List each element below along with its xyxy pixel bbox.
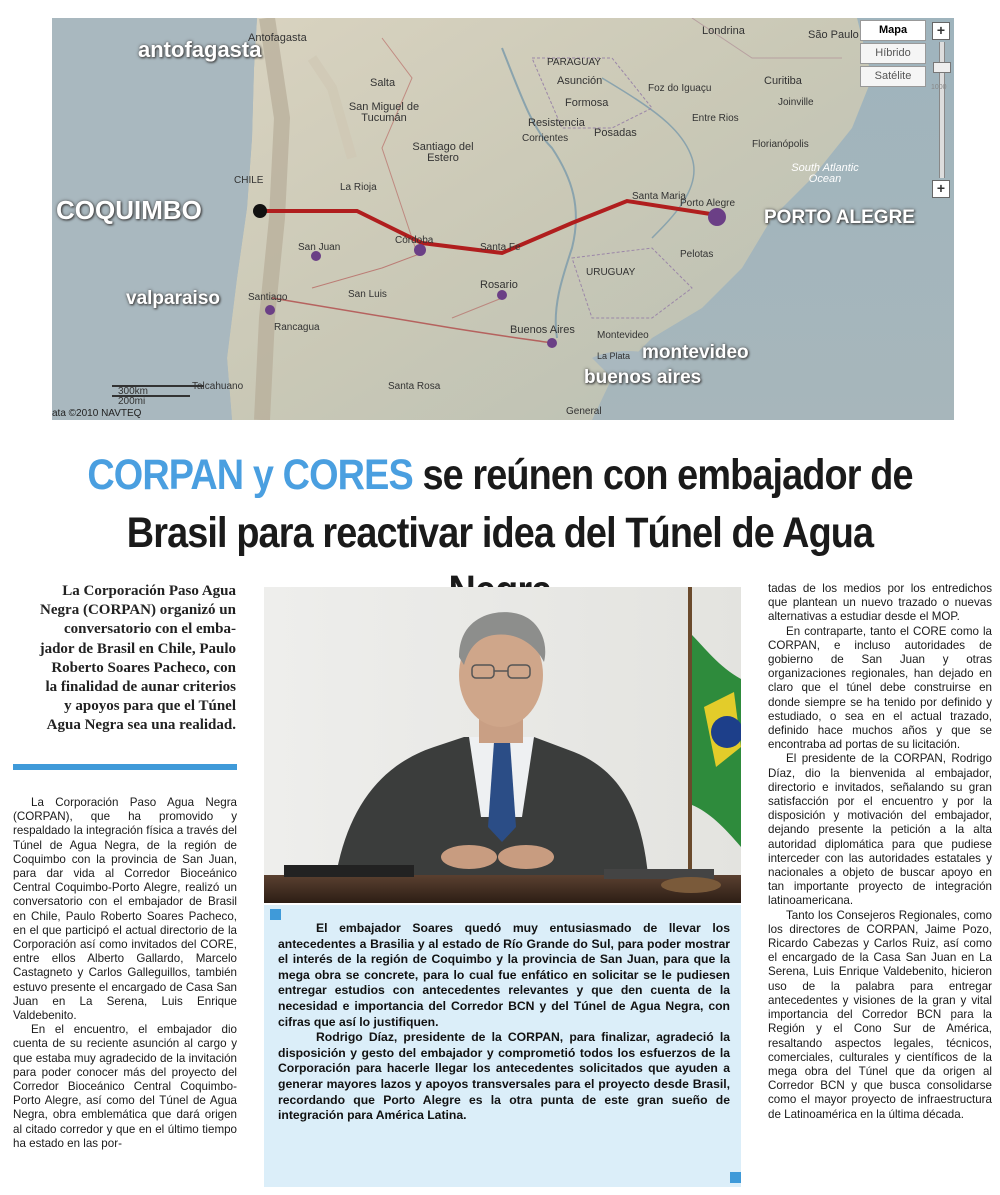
label-buenos-aires: Buenos Aires bbox=[510, 324, 575, 336]
lede-line: Agua Negra sea una realidad. bbox=[46, 717, 236, 734]
label-ocean: South Atlantic Ocean bbox=[791, 162, 859, 185]
label-porto-alegre: Porto Alegre bbox=[680, 198, 736, 209]
lede-line: La Corporación Paso Agua bbox=[62, 583, 236, 599]
caption-paragraph: El embajador Soares quedó muy entusiasmado de llevar los antecedentes a Brasilia y al estado de Río Grande do Sul, para poder mostrar el interés de la región de Coquimbo y la provincia de San Juan, para que la mega obra se concrete, para lo cual fue enfático en solicitar se le pudiesen entregar estudios con antecedentes relevantes y que den cuenta de la necesidad e importancia del Corredor BCN y del Túnel de Agua Negra, con cifras que así lo justifiquen. bbox=[278, 921, 730, 1029]
label-santiago: Santiago bbox=[248, 292, 288, 303]
label-valparaiso: valparaiso bbox=[126, 288, 220, 309]
paragraph: En el encuentro, el embajador dio cuenta de su reciente asunción al cargo y que estaba muy agradecido de la invitación para poder conocer más del proyecto del Corredor Bioceánico Central Coquimbo-Porto Alegre, así como del Túnel de Agua Negra, obra emblemática que dará origen al citado corredor y que en el último tiempo ha estado en las por- bbox=[13, 1023, 237, 1150]
label-curitiba: Curitiba bbox=[764, 75, 802, 87]
ambassador-photo bbox=[264, 587, 741, 903]
label-general: General bbox=[566, 406, 602, 417]
label-joinville: Joinville bbox=[778, 97, 814, 108]
paragraph: En contraparte, tanto el CORE como la CORPAN, e incluso autoridades de gobierno de San Juan y otras organizaciones regionales, han dejado en claro que el túnel debe construirse en donde siempre se ha tenido por definido y estudiado, o sea en el actual trazado, definido hace muchos años y que se encontraba ad portas de su licitación. bbox=[768, 624, 992, 752]
label-resistencia: Resistencia bbox=[528, 117, 585, 129]
article-column-1 bbox=[13, 796, 237, 1151]
label-posadas: Posadas bbox=[594, 127, 637, 139]
zoom-mark: 1000 bbox=[931, 84, 947, 91]
zoom-control bbox=[932, 22, 950, 200]
label-asuncion: Asunción bbox=[557, 75, 603, 87]
label-la-rioja: La Rioja bbox=[340, 182, 377, 193]
zoom-slider-thumb[interactable] bbox=[933, 62, 951, 73]
label-rancagua: Rancagua bbox=[274, 322, 320, 333]
map-copyright: ata ©2010 NAVTEQ bbox=[52, 408, 142, 419]
label-rosario: Rosario bbox=[480, 279, 518, 291]
headline-highlight: CORPAN y CORES bbox=[87, 451, 413, 499]
lede-line: Roberto Soares Pacheco, con bbox=[51, 659, 236, 676]
caption-marker-bottom bbox=[730, 1172, 741, 1183]
article-column-3 bbox=[768, 582, 992, 1122]
label-montevideo-big: montevideo bbox=[642, 342, 749, 363]
zoom-out-button[interactable]: + bbox=[932, 180, 950, 198]
label-uruguay: URUGUAY bbox=[586, 267, 636, 278]
headline-line-1 bbox=[78, 446, 923, 504]
paragraph: La Corporación Paso Agua Negra (CORPAN), que ha promovido y respaldado la integración física a través del Túnel de Agua Negra, de la región de Coquimbo con la provincia de San Juan, para dar vida al Corredor Bioceánico Central Coquimbo-Porto Alegre, realizó un conversatorio con el embajador de Brasil en Chile, Paulo Roberto Soares Pacheco, en el que participó el actual directorio de la Corporación así como invitados del CORE, entre ellos Alberto Gallardo, Marcelo Castagneto y Carlos Galleguillos, también estuvo presente el encargado de Casa San Juan en La Serena, Luis Enrique Valdebenito. bbox=[13, 796, 237, 1023]
caption-paragraph: Rodrigo Díaz, presidente de la CORPAN, para finalizar, agradeció la disposición y gesto del embajador y comprometió todos los esfuerzos de la Corporación para hacerle llegar los antecedentes solicitados que ayuden a generar mayores lazos y apoyos transversales para el proyecto desde Brasil, recordando que Porto Alegre es la otra punta de este gran sueño de integración para América Latina. bbox=[278, 1030, 730, 1123]
label-la-plata: La Plata bbox=[597, 351, 631, 361]
label-buenos-aires-big: buenos aires bbox=[584, 367, 702, 388]
map-type-hibrido-button[interactable]: Híbrido bbox=[860, 43, 926, 64]
headline-line-1-rest: se reúnen con embajador de bbox=[412, 451, 913, 499]
label-porto-alegre-big: PORTO ALEGRE bbox=[764, 207, 915, 228]
photo-caption-box bbox=[264, 905, 741, 1187]
lede-line: y apoyos para que el Túnel bbox=[64, 698, 236, 715]
article-lede bbox=[16, 582, 236, 736]
label-talcahuano: Talcahuano bbox=[192, 381, 244, 392]
label-cordoba: Córdoba bbox=[395, 235, 434, 246]
label-salta: Salta bbox=[370, 77, 396, 89]
caption-marker-top bbox=[270, 909, 281, 920]
label-san-luis: San Luis bbox=[348, 289, 387, 300]
label-santa-maria: Santa Maria bbox=[632, 191, 686, 202]
label-foz: Foz do Iguaçu bbox=[648, 83, 712, 94]
label-florianopolis: Florianópolis bbox=[752, 139, 809, 150]
paragraph: El presidente de la CORPAN, Rodrigo Díaz, dio la bienvenida al embajador, directorio e invitados, señalando su gran satisfacción por el encuentro y por la disposición y motivación del embajador, dejando presente la petición a la alta autoridad diplomática para que pudiese interceder con las autoridades estatales y nacionales a objeto de buscar apoyo en tan importante proyecto de integración latinoamericana. bbox=[768, 752, 992, 908]
label-coquimbo: COQUIMBO bbox=[56, 195, 202, 225]
label-montevideo: Montevideo bbox=[597, 330, 649, 341]
label-corrientes: Corrientes bbox=[522, 133, 569, 144]
map-type-satelite-button[interactable]: Satélite bbox=[860, 66, 926, 87]
label-pelotas: Pelotas bbox=[680, 249, 714, 260]
lede-line: la finalidad de aunar criterios bbox=[45, 679, 236, 696]
label-entre-rios: Entre Rios bbox=[692, 113, 739, 124]
label-antofagasta-big: antofagasta bbox=[138, 37, 262, 62]
label-formosa: Formosa bbox=[565, 97, 609, 109]
paragraph: tadas de los medios por los entredichos que plantean un nuevo trazado o nuevas alternativas a estudiar desde el MOP. bbox=[768, 582, 992, 624]
label-londrina: Londrina bbox=[702, 25, 745, 37]
label-paraguay: PARAGUAY bbox=[547, 57, 602, 68]
lede-line: Negra (CORPAN) organizó un bbox=[40, 602, 236, 619]
label-sao-paulo: São Paulo bbox=[808, 29, 859, 41]
lede-line: conversatorio con el emba- bbox=[63, 621, 236, 638]
label-chile: CHILE bbox=[234, 175, 264, 186]
lede-separator bbox=[13, 764, 237, 770]
route-map bbox=[52, 18, 954, 420]
map-type-mapa-button[interactable]: Mapa bbox=[860, 20, 926, 41]
label-santa-rosa: Santa Rosa bbox=[388, 381, 441, 392]
lede-line: jador de Brasil en Chile, Paulo bbox=[39, 640, 236, 657]
caption-text bbox=[278, 921, 730, 1124]
zoom-in-button[interactable]: + bbox=[932, 22, 950, 40]
label-antofagasta: Antofagasta bbox=[248, 32, 307, 44]
scale-km: 300km bbox=[118, 386, 149, 397]
headline-line-2: Brasil para reactivar idea del Túnel de Agua bbox=[126, 509, 874, 557]
scale-mi: 200mi bbox=[118, 396, 146, 407]
label-santa-fe: Santa Fe bbox=[480, 242, 521, 253]
paragraph: Tanto los Consejeros Regionales, como los directores de CORPAN, Jaime Pozo, Ricardo Cabezas y Carlos Ruiz, así como el encargado de la Casa San Juan en La Serena, Luis Enrique Valdebenito, hicieron uso de la palabra para entregar antecedentes y visiones de la gran y vital importancia del Corredor BCN para la Región y el Cono Sur de América, resaltando aspectos legales, técnicos, comerciales, culturales y científicos de la mega obra del Túnel que da origen al Corredor BCN y que busca consolidarse como el mayor proyecto de infraestructura de Latinoamérica en la última década. bbox=[768, 908, 992, 1121]
label-santiago-estero: Santiago del Estero bbox=[412, 141, 474, 164]
map-type-control bbox=[860, 20, 926, 89]
label-tucuman: San Miguel de Tucumán bbox=[348, 101, 420, 124]
label-san-juan: San Juan bbox=[298, 242, 341, 253]
